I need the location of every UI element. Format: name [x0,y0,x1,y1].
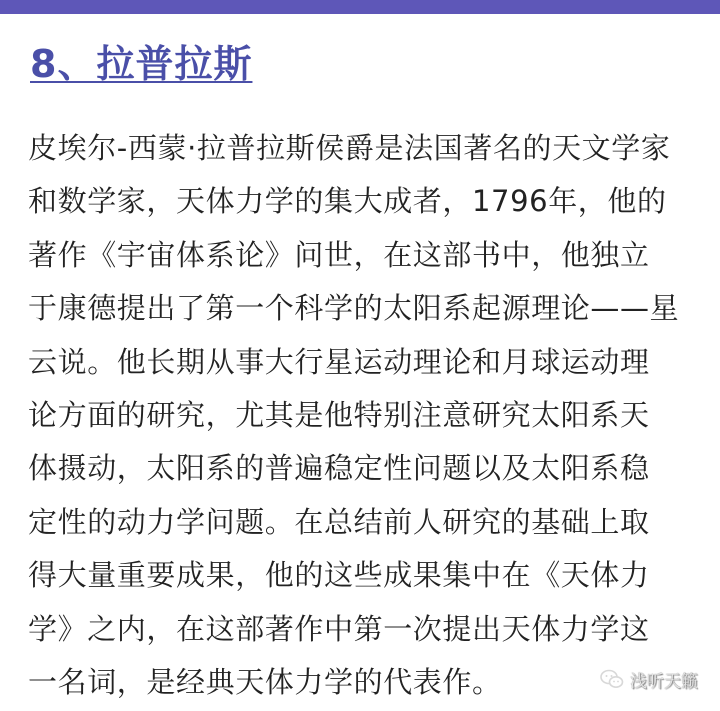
paragraph-line: 学》之内，在这部著作中第一次提出天体力学这 [28,611,650,646]
paragraph-line: 和数学家，天体力学的集大成者，1796年，他的 [28,184,667,219]
paragraph-line: 著作《宇宙体系论》问世，在这部书中，他独立 [28,237,650,272]
paragraph-line: 云说。他长期从事大行星运动理论和月球运动理 [28,344,650,379]
section-heading: 8、拉普拉斯 [30,42,253,86]
wechat-icon [600,669,624,689]
paragraph-line: 得大量重要成果，他的这些成果集中在《天体力 [28,558,650,593]
article-paragraph [28,122,692,709]
paragraph-line: 皮埃尔-西蒙·拉普拉斯侯爵是法国著名的天文学家 [28,131,671,165]
top-accent-bar [0,0,720,14]
paragraph-line: 于康德提出了第一个科学的太阳系起源理论——星 [28,291,680,326]
watermark [600,666,698,692]
paragraph-line: 论方面的研究，尤其是他特别注意研究太阳系天 [28,397,650,432]
paragraph-line: 定性的动力学问题。在总结前人研究的基础上取 [28,504,650,539]
watermark-text: 浅听天籁 [630,671,698,692]
paragraph-line: 体摄动，太阳系的普遍稳定性问题以及太阳系稳 [28,451,650,486]
paragraph-line: 一名词，是经典天体力学的代表作。 [28,664,502,699]
